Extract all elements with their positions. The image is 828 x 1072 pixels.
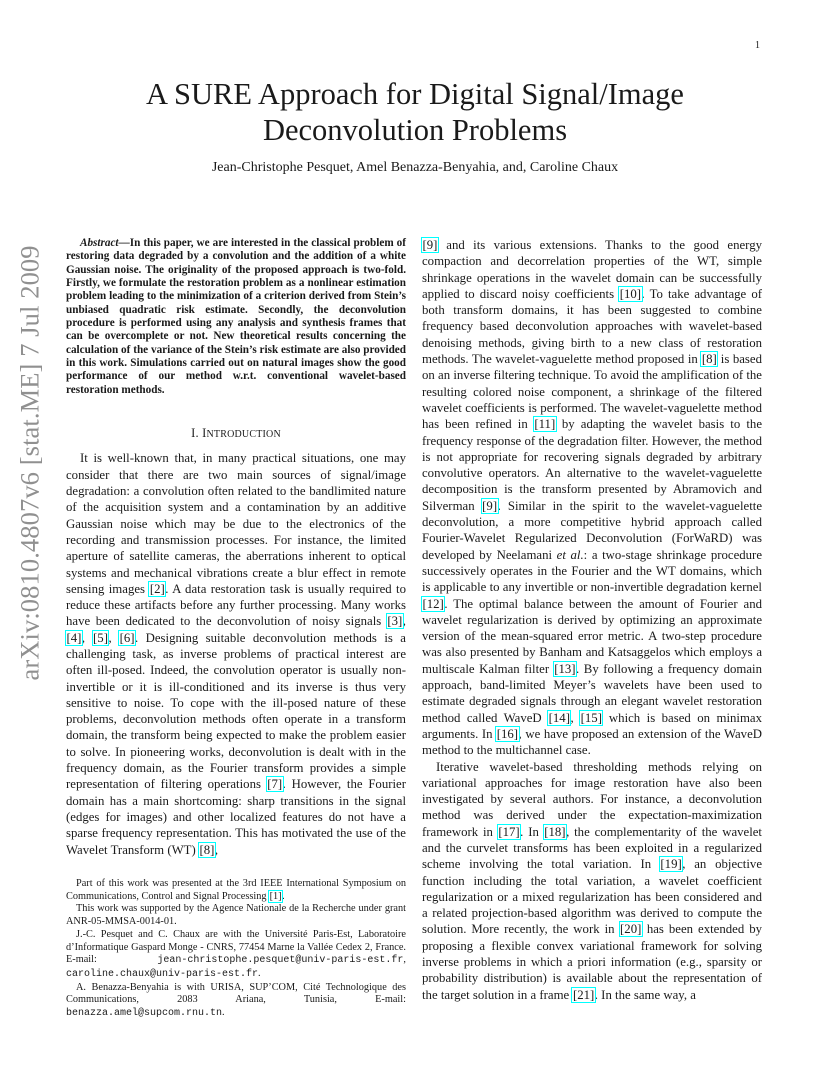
footnote-text: .	[282, 890, 285, 902]
body-text: ,	[108, 630, 120, 645]
citation-link[interactable]: [6]	[119, 630, 135, 645]
page-number: 1	[755, 40, 760, 51]
citation-link[interactable]: [10]	[619, 286, 642, 301]
citation-link[interactable]: [8]	[701, 352, 717, 367]
footnote-text: A. Benazza-Benyahia is with URISA, SUP’COM, Cité Technologique des Communications, 2083 Ariana, Tunisia, E-mail:	[66, 981, 406, 1006]
citation-link[interactable]: [3]	[387, 614, 403, 629]
footnote-text: .	[222, 1007, 225, 1019]
body-text: ,	[402, 614, 406, 629]
email-address[interactable]: caroline.chaux@univ-paris-est.fr	[66, 968, 259, 980]
footnote-conference	[66, 878, 406, 903]
body-text: . In	[520, 824, 544, 839]
body-text: Iterative wavelet-based thresholding methods relying on variational approaches for image restoration have also been investigated by several authors. For instance, a deconvolution method was derived under the expectation-maximization framework in	[422, 759, 762, 839]
abstract-label: Abstract	[80, 237, 119, 249]
section-initial: I	[202, 426, 207, 441]
body-text: : a two-stage shrinkage procedure successively operates in the Fourier and the WT domains, which is applicable to any invertible or non-invertible degradation kernel	[422, 547, 762, 595]
footnote-funding: This work was supported by the Agence Nationale de la Recherche under grant ANR-05-MMSA-0014-01.	[66, 903, 406, 928]
body-text: . By following a frequency domain approach, band-limited Meyer’s wavelets have been used to estimate degraded signals through an elegant wavelet restoration method called WaveD	[422, 661, 762, 725]
right-column	[422, 237, 762, 1003]
body-text: . Similar in the spirit to the wavelet-vaguelette deconvolution, a more competitive hybrid approach called Fourier-Wavelet Regularized Deconvolution (ForWaRD) was developed by Neelamani	[422, 498, 762, 562]
email-address[interactable]: jean-christophe.pesquet@univ-paris-est.fr	[157, 955, 404, 967]
footnote-affiliation-2	[66, 982, 406, 1021]
citation-link[interactable]: [14]	[548, 710, 570, 725]
paper-title	[60, 76, 770, 148]
footnotes	[66, 878, 406, 1021]
body-text-italic: et al.	[556, 547, 584, 562]
footnote-text: Part of this work was presented at the 3rd IEEE International Symposium on Communications, Control and Signal Processing	[66, 878, 406, 902]
citation-link[interactable]: [17]	[498, 824, 520, 839]
citation-link[interactable]: [21]	[572, 987, 595, 1002]
body-text: . However, the Fourier domain has a main shortcoming: sharp transitions in the signal (edges for images) and other localized features do not have a sparse frequency representation. This has motivated the use of the Wavelet Transform (WT)	[66, 777, 406, 857]
citation-link[interactable]: [8]	[199, 842, 215, 857]
body-text: . The optimal balance between the amount of Fourier and wavelet regularization is derived by optimizing an approximate version of the mean-squared error metric. A two-step procedure was also presented by Banham and Katsaggelos which employs a multiscale Kalman filter	[422, 596, 762, 676]
footnote-text: J.-C. Pesquet and C. Chaux are with the Université Paris-Est, Laboratoire d’Informatique Gaspard Monge - CNRS, 77454 Marne la Vallée Cedex 2, France. E-mail:	[66, 928, 406, 966]
body-text: is based on an inverse filtering technique. To avoid the amplification of the resulting colored noise component, a shrinkage of the filtered wavelet coefficients is performed. The wavelet-vaguelette method has been refined in	[422, 352, 762, 432]
body-text: . In the same way, a	[594, 987, 696, 1002]
body-text: has been extended by proposing a flexible convex variational framework for solving inverse problems in which a priori information (e.g., sparsity or probability distribution) is available about the representation of the target solution in a frame	[422, 922, 762, 1002]
title-line-1: A SURE Approach for Digital Signal/Image	[146, 77, 684, 111]
citation-link[interactable]: [18]	[544, 824, 566, 839]
body-text: . To take advantage of both transform domains, it has been suggested to combine frequency based deconvolution approaches with wavelet-based denoising methods, giving birth to a new class of restoration methods. The wavelet-vaguelette method proposed in	[422, 286, 762, 367]
citation-link[interactable]: [5]	[93, 630, 108, 645]
citation-link[interactable]: [11]	[534, 417, 556, 432]
abstract-text: —In this paper, we are interested in the classical problem of restoring data degraded by a convolution and the addition of a white Gaussian noise. The originality of the proposed approach is two-fold. Firstly, we formulate the restoration problem as a nonlinear estimation problem leading to the minimization of a criterion derived from Stein’s unbiased quadratic risk estimate. Secondly, the deconvolution procedure is performed using any analysis and synthesis frames that can be overcomplete or not. New theoretical results concerning the calculation of the variance of the Stein’s risk estimate are also provided in this work. Simulations carried out on natural images show the good performance of our method w.r.t. conventional wavelet-based restoration methods.	[66, 237, 406, 396]
footnote-text: .	[258, 967, 261, 979]
citation-link[interactable]: [13]	[554, 661, 576, 676]
email-address[interactable]: benazza.amel@supcom.rnu.tn	[66, 1008, 223, 1020]
body-text: and its various extensions. Thanks to the good energy compaction and decorrelation properties of the WT, simple shrinkage operations in the wavelet domain can be successfully applied to discard noisy coefficients	[422, 238, 762, 301]
section-title-rest: NTRODUCTION	[206, 429, 281, 441]
citation-link[interactable]: [4]	[66, 630, 82, 645]
body-text: which is based on minimax arguments. In	[422, 710, 763, 741]
body-text: , we have proposed an extension of the WaveD method to the multichannel case.	[422, 726, 762, 758]
citation-link[interactable]: [15]	[580, 710, 602, 725]
title-line-2: Deconvolution Problems	[262, 113, 568, 147]
body-text: ,	[81, 630, 93, 645]
body-text: ,	[214, 842, 219, 857]
citation-link[interactable]: [9]	[482, 498, 498, 513]
citation-link[interactable]: [9]	[422, 238, 438, 252]
body-text: . Designing suitable deconvolution methods is a challenging task, as inverse problems of practical interest are often ill-posed. Indeed, the convolution operator is usually non-invertible or it is ill-conditioned and its inverse is thus very sensitive to noise. To cope with the ill-posed nature of these problems, deconvolution methods often operate in a transform domain, the transform being expected to make the problem easier to solve. In pioneering works, deconvolution is dealt with in the frequency domain, as the Fourier transform provides a simple representation of filtering operations	[66, 630, 406, 792]
body-text: It is well-known that, in many practical situations, one may consider that there are two main sources of signal/image degradation: a convolution often related to the bandlimited nature of the acquisition system and a contamination by an additive Gaussian noise which may be due to the electronics of the recording and transmission processes. For instance, the limited aperture of satellite cameras, the aberrations inherent to optical systems and mechanical vibrations create a blur effect in remote sensing images	[66, 451, 406, 596]
citation-link[interactable]: [2]	[149, 581, 165, 596]
citation-link[interactable]: [16]	[496, 726, 519, 741]
citation-link[interactable]: [12]	[422, 596, 444, 611]
body-text: , an objective function including the total variation, a wavelet coefficient regularization or a mixed regularization has been considered and a related projection-based algorithm was derived to compute the solution. More recently, the work in	[422, 857, 762, 937]
citation-link[interactable]: [7]	[267, 777, 283, 792]
section-heading-introduction	[66, 425, 406, 443]
citation-link[interactable]: [19]	[660, 857, 682, 872]
abstract	[66, 237, 406, 397]
body-text: . A data restoration task is usually required to reduce these artifacts before any further processing. Many works have been dedicated to the deconvolution of noisy signals	[66, 581, 406, 629]
body-paragraph	[422, 759, 762, 1003]
section-number: I.	[191, 426, 203, 441]
citation-link[interactable]: [1]	[269, 890, 282, 902]
left-column	[66, 237, 406, 858]
arxiv-identifier: arXiv:0810.4807v6 [stat.ME] 7 Jul 2009	[14, 245, 45, 681]
footnote-text: ,	[403, 954, 406, 966]
body-text: ,	[570, 710, 581, 725]
author-list: Jean-Christophe Pesquet, Amel Benazza-Benyahia, and, Caroline Chaux	[211, 160, 619, 175]
intro-paragraph	[66, 450, 406, 857]
body-paragraph	[422, 237, 762, 759]
footnote-affiliation-1	[66, 929, 406, 982]
body-text: by adapting the wavelet basis to the frequency response of the degradation filter. However, the method is not appropriate for recovering signals degraded by arbitrary convolutive operators. An alternative to the wavelet-vaguelette decomposition is the transform presented by Abramovich and Silverman	[422, 417, 762, 513]
citation-link[interactable]: [20]	[620, 922, 642, 937]
body-text: , the complementarity of the wavelet and the curvelet transforms has been exploited in a regularized scheme involving the total variation. In	[422, 824, 762, 872]
